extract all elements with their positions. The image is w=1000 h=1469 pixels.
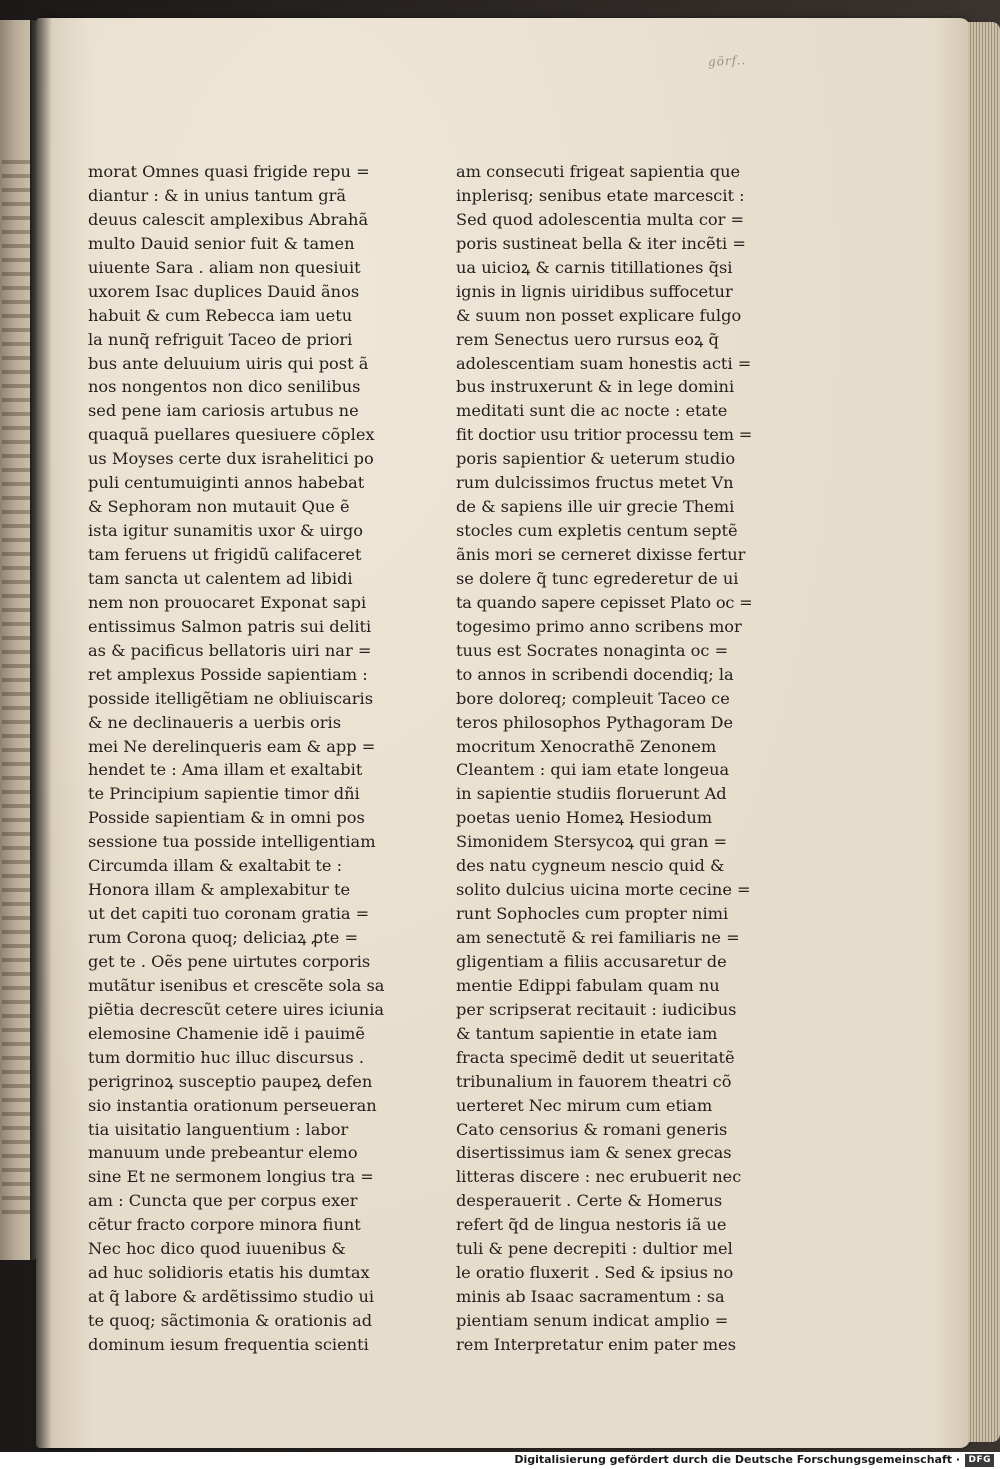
text-line: cẽtur fracto corpore minora fiunt (88, 1215, 361, 1235)
text-line: te quoq; sãctimonia & orationis ad (88, 1311, 373, 1330)
text-line: piẽtia decrescũt cetere uires iciunia (88, 999, 384, 1019)
text-line: dominum iesum frequentia scienti (88, 1334, 369, 1354)
text-column-left (88, 160, 384, 1357)
text-line: des natu cygneum nescio quid & (456, 856, 725, 876)
text-line: mei Ne derelinqueris eam & app = (88, 736, 376, 756)
text-line: rem Interpretatur enim pater mes (456, 1334, 737, 1354)
text-line: tam sancta ut calentem ad libidi (88, 568, 353, 588)
text-line: ãnis mori se cerneret dixisse fertur (456, 545, 746, 564)
text-line: Honora illam & amplexabitur te (88, 880, 351, 900)
text-line: & Sephoram non mutauit Que ẽ (88, 497, 350, 517)
text-line: fit doctior usu tritior processu tem = (456, 425, 752, 445)
text-line: rum dulcissimos fructus metet Vn (456, 473, 734, 493)
text-line: pientiam senum indicat amplio = (456, 1311, 729, 1330)
text-line: sed pene iam cariosis artubus ne (88, 401, 359, 421)
text-line: mutãtur isenibus et crescẽte sola sa (88, 975, 384, 995)
text-line: refert q̃d de lingua nestoris iã ue (456, 1215, 727, 1235)
text-line: uiuente Sara . aliam non quesiuit (88, 257, 361, 277)
funding-credit: Digitalisierung gefördert durch die Deutsche Forschungsgemeinschaft · (514, 1453, 960, 1466)
text-line: desperauerit . Certe & Homerus (456, 1191, 723, 1211)
text-line: Simonidem Stersycoꝝ qui gran = (456, 832, 728, 852)
text-line: poris sapientior & ueterum studio (456, 449, 736, 469)
text-line: sessione tua posside intelligentiam (88, 832, 376, 852)
text-line: uerteret Nec mirum cum etiam (456, 1095, 713, 1115)
text-line: nem non prouocaret Exponat sapi (88, 592, 367, 612)
text-line: multo Dauid senior fuit & tamen (88, 233, 355, 253)
text-line: ut det capiti tuo coronam gratia = (88, 904, 370, 924)
text-line: le oratio fluxerit . Sed & ipsius no (456, 1263, 734, 1283)
text-line: morat Omnes quasi frigide repu = (88, 162, 370, 181)
text-line: Cleantem : qui iam etate longeua (456, 760, 730, 780)
text-line: Nec hoc dico quod iuuenibus & (88, 1239, 346, 1259)
manuscript-note: görf.. (707, 53, 747, 69)
text-line: in sapientie studiis floruerunt Ad (456, 784, 727, 804)
text-column-right (456, 160, 752, 1357)
text-line: runt Sophocles cum propter nimi (456, 904, 729, 924)
page-block-edges (968, 22, 1000, 1442)
text-line: inplerisq; senibus etate marcescit : (456, 185, 745, 205)
text-line: rum Corona quoq; deliciaꝝ ꝓte = (88, 928, 359, 947)
text-line: ista igitur sunamitis uxor & uirgo (88, 521, 363, 541)
text-line: teros philosophos Pythagoram De (456, 712, 734, 732)
text-line: gligentiam a filiis accusaretur de (456, 951, 727, 971)
text-line: meditati sunt die ac nocte : etate (456, 401, 728, 421)
text-line: ret amplexus Posside sapientiam : (88, 664, 368, 684)
text-line: nos nongentos non dico senilibus (88, 377, 361, 397)
text-line: manuum unde prebeantur elemo (88, 1143, 358, 1163)
text-line: tuli & pene decrepiti : dultior mel (456, 1239, 733, 1259)
text-line: & tantum sapientie in etate iam (456, 1023, 718, 1043)
text-line: per scripserat recitauit : iudicibus (456, 999, 737, 1019)
text-line: rem Senectus uero rursus eoꝝ q̃ (456, 329, 719, 349)
text-line: uxorem Isac duplices Dauid ãnos (88, 281, 360, 301)
dfg-logo: DFG (965, 1454, 994, 1467)
text-line: Cato censorius & romani generis (456, 1119, 728, 1139)
text-line: sine Et ne sermonem longius tra = (88, 1167, 374, 1187)
text-line: perigrinoꝝ susceptio paupeꝝ defen (88, 1071, 373, 1091)
text-line: get te . Oẽs pene uirtutes corporis (88, 951, 371, 971)
text-line: hendet te : Ama illam et exaltabit (88, 760, 363, 780)
text-line: adolescentiam suam honestis acti = (456, 353, 752, 373)
facing-leaf-text (2, 160, 32, 1220)
digitization-footer (0, 1452, 1000, 1469)
text-line: sio instantia orationum perseueran (88, 1095, 377, 1115)
text-line: quaquã puellares quesiuere cõplex (88, 425, 375, 445)
text-line: tum dormitio huc illuc discursus . (88, 1047, 365, 1067)
text-line: ta quando sapere cepisset Plato oc = (456, 592, 752, 612)
text-line: to annos in scribendi docendiq; la (456, 664, 734, 684)
text-line: & suum non posset explicare fulgo (456, 305, 742, 325)
text-line: am senectutẽ & rei familiaris ne = (456, 928, 740, 947)
text-line: diantur : & in unius tantum grã (88, 185, 346, 205)
text-line: at q̃ labore & ardẽtissimo studio ui (88, 1287, 375, 1307)
text-line: habuit & cum Rebecca iam uetu (88, 305, 353, 325)
gutter-shadow (30, 10, 52, 1450)
text-line: solito dulcius uicina morte cecine = (456, 880, 751, 900)
text-line: tam feruens ut frigidũ califaceret (88, 545, 362, 564)
text-line: puli centumuiginti annos habebat (88, 473, 365, 493)
text-line: poetas uenio Homeꝝ Hesiodum (456, 808, 713, 828)
text-line: bus ante deluuium uiris qui post ã (88, 353, 369, 373)
text-line: tia uisitatio languentium : labor (88, 1119, 349, 1139)
text-line: poris sustineat bella & iter incẽti = (456, 233, 746, 253)
text-line: posside itelligẽtiam ne obliuiscaris (88, 688, 374, 708)
text-line: deuus calescit amplexibus Abrahã (88, 209, 369, 229)
text-line: mentie Edippi fabulam quam nu (456, 975, 720, 995)
text-line: Sed quod adolescentia multa cor = (456, 209, 745, 229)
text-line: ignis in lignis uiridibus suffocetur (456, 281, 733, 301)
text-line: minis ab Isaac sacramentum : sa (456, 1287, 725, 1307)
text-line: elemosine Chamenie idẽ i pauimẽ (88, 1023, 365, 1043)
text-line: bore doloreq; compleuit Taceo ce (456, 688, 730, 708)
text-line: as & pacificus bellatoris uiri nar = (88, 640, 372, 660)
text-line: & ne declinaueris a uerbis oris (88, 712, 342, 732)
text-line: Posside sapientiam & in omni pos (88, 808, 365, 828)
text-line: tribunalium in fauorem theatri cõ (456, 1071, 732, 1091)
text-line: stocles cum expletis centum septẽ (456, 521, 738, 541)
text-line: us Moyses certe dux israhelitici po (88, 449, 374, 469)
text-line: tuus est Socrates nonaginta oc = (456, 640, 729, 660)
text-line: litteras discere : nec erubuerit nec (456, 1167, 742, 1187)
text-line: la nunq̃ refriguit Taceo de priori (88, 329, 353, 349)
text-line: se dolere q̃ tunc egrederetur de ui (456, 568, 739, 588)
text-line: togesimo primo anno scribens mor (456, 616, 742, 636)
text-line: ua uicioꝝ & carnis titillationes q̃si (456, 257, 733, 277)
text-line: te Principium sapientie timor dñi (88, 784, 360, 804)
text-line: am : Cuncta que per corpus exer (88, 1191, 358, 1211)
text-line: ad huc solidioris etatis his dumtax (88, 1263, 370, 1283)
text-line: entissimus Salmon patris sui deliti (88, 616, 372, 636)
text-line: disertissimus iam & senex grecas (456, 1143, 732, 1163)
text-line: Circumda illam & exaltabit te : (88, 856, 343, 876)
text-line: de & sapiens ille uir grecie Themi (456, 497, 735, 517)
text-line: fracta specimẽ dedit ut seueritatẽ (456, 1047, 735, 1067)
text-line: am consecuti frigeat sapientia que (456, 162, 741, 181)
text-line: mocritum Xenocrathẽ Zenonem (456, 736, 717, 756)
text-line: bus instruxerunt & in lege domini (456, 377, 735, 397)
